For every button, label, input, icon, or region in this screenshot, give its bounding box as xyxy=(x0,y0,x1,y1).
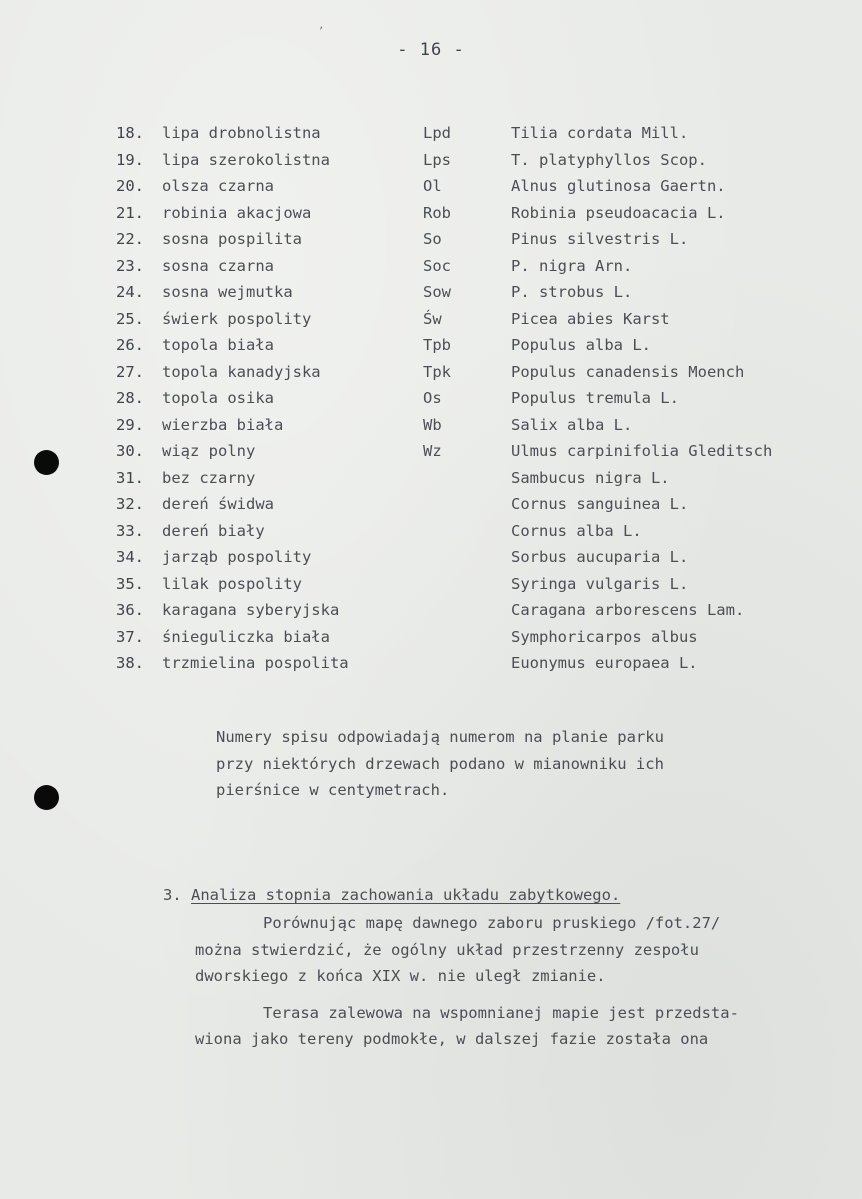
polish-name: topola osika xyxy=(162,389,274,407)
species-number: 37. xyxy=(116,627,144,646)
polish-name: sosna czarna xyxy=(162,256,274,275)
latin-name: Caragana arborescens Lam. xyxy=(511,601,745,619)
polish-name: topola kanadyjska xyxy=(162,362,321,381)
note-line: pierśnice w centymetrach. xyxy=(216,781,450,799)
species-code: Rob xyxy=(423,203,451,222)
species-number: 36. xyxy=(116,601,144,619)
latin-name: Syringa vulgaris L. xyxy=(511,574,689,593)
page-number: - 16 - xyxy=(397,40,465,60)
latin-name: P. strobus L. xyxy=(511,283,633,301)
species-row xyxy=(116,226,836,253)
species-row xyxy=(116,465,836,492)
species-number: 26. xyxy=(116,336,144,354)
species-code: Ol xyxy=(423,177,442,195)
species-row xyxy=(116,332,836,359)
species-row xyxy=(116,518,836,545)
species-row xyxy=(116,544,836,571)
species-row xyxy=(116,650,836,677)
species-number: 33. xyxy=(116,521,144,540)
species-code: Wz xyxy=(423,442,442,460)
latin-name: Robinia pseudoacacia L. xyxy=(511,203,726,222)
polish-name: lipa szerokolistna xyxy=(162,150,330,169)
latin-name: Pinus silvestris L. xyxy=(511,230,689,248)
latin-name: Picea abies Karst xyxy=(511,309,670,328)
species-row xyxy=(116,571,836,598)
polish-name: topola biała xyxy=(162,336,274,354)
polish-name: karagana syberyjska xyxy=(162,601,340,619)
polish-name: bez czarny xyxy=(162,468,256,487)
species-row xyxy=(116,412,836,439)
species-row xyxy=(116,438,836,465)
latin-name: Sambucus nigra L. xyxy=(511,468,670,487)
species-code: Tpk xyxy=(423,362,451,381)
section-heading xyxy=(163,882,843,910)
polish-name: wiąz polny xyxy=(162,442,256,460)
species-code: Wb xyxy=(423,415,442,434)
species-number: 30. xyxy=(116,442,144,460)
polish-name: jarząb pospolity xyxy=(162,548,312,566)
punch-hole xyxy=(34,450,59,475)
polish-name: sosna pospilita xyxy=(162,230,302,248)
species-list xyxy=(116,120,836,677)
note-line: Numery spisu odpowiadają numerom na planie parku xyxy=(216,728,664,746)
species-number: 24. xyxy=(116,283,144,301)
species-number: 25. xyxy=(116,309,144,328)
latin-name: Ulmus carpinifolia Gleditsch xyxy=(511,442,773,460)
species-row xyxy=(116,624,836,651)
note-line: przy niektórych drzewach podano w mianowniku ich xyxy=(216,754,664,773)
latin-name: Sorbus aucuparia L. xyxy=(511,548,689,566)
section-number: 3. xyxy=(163,886,182,904)
species-row xyxy=(116,173,836,200)
species-number: 38. xyxy=(116,654,144,672)
species-row xyxy=(116,253,836,280)
latin-name: Populus alba L. xyxy=(511,336,651,354)
latin-name: Alnus glutinosa Gaertn. xyxy=(511,177,726,195)
species-code: Soc xyxy=(423,256,451,275)
body-line: można stwierdzić, że ogólny układ przestrzenny zespołu xyxy=(195,940,699,959)
punch-hole xyxy=(34,785,59,810)
species-number: 22. xyxy=(116,230,144,248)
polish-name: lipa drobnolistna xyxy=(162,124,321,142)
species-row xyxy=(116,597,836,624)
latin-name: Populus canadensis Moench xyxy=(511,362,745,381)
polish-name: wierzba biała xyxy=(162,415,284,434)
body-line: Terasa zalewowa na wspomnianej mapie jest przedsta- xyxy=(263,1003,739,1022)
section-title: Analiza stopnia zachowania układu zabytkowego. xyxy=(191,886,621,904)
body-line: dworskiego z końca XIX w. nie uległ zmianie. xyxy=(195,967,606,985)
polish-name: świerk pospolity xyxy=(162,309,312,328)
species-code: Św xyxy=(423,309,442,328)
latin-name: Cornus alba L. xyxy=(511,521,642,540)
latin-name: P. nigra Arn. xyxy=(511,256,633,275)
latin-name: Salix alba L. xyxy=(511,415,633,434)
ink-speck: ʼ xyxy=(318,26,325,37)
latin-name: Populus tremula L. xyxy=(511,389,679,407)
species-row xyxy=(116,385,836,412)
species-code: Lps xyxy=(423,150,451,169)
polish-name: dereń świdwa xyxy=(162,495,274,513)
species-code: Lpd xyxy=(423,124,451,142)
species-number: 19. xyxy=(116,150,144,169)
species-row xyxy=(116,279,836,306)
species-row xyxy=(116,306,836,333)
body-line: wiona jako tereny podmokłe, w dalszej fazie została ona xyxy=(195,1030,709,1048)
species-number: 31. xyxy=(116,468,144,487)
species-number: 32. xyxy=(116,495,144,513)
polish-name: robinia akacjowa xyxy=(162,203,312,222)
body-line: Porównując mapę dawnego zaboru pruskiego /fot.27/ xyxy=(263,914,721,932)
species-number: 29. xyxy=(116,415,144,434)
polish-name: śnieguliczka biała xyxy=(162,627,330,646)
species-number: 21. xyxy=(116,203,144,222)
species-number: 27. xyxy=(116,362,144,381)
species-code: Sow xyxy=(423,283,451,301)
polish-name: olsza czarna xyxy=(162,177,274,195)
species-number: 28. xyxy=(116,389,144,407)
species-row xyxy=(116,359,836,386)
species-code: Tpb xyxy=(423,336,451,354)
polish-name: lilak pospolity xyxy=(162,574,302,593)
latin-name: Cornus sanguinea L. xyxy=(511,495,689,513)
species-number: 35. xyxy=(116,574,144,593)
section-3 xyxy=(163,882,843,1053)
latin-name: T. platyphyllos Scop. xyxy=(511,150,707,169)
latin-name: Euonymus europaea L. xyxy=(511,654,698,672)
species-row xyxy=(116,120,836,147)
species-row xyxy=(116,147,836,174)
species-row xyxy=(116,491,836,518)
species-code: So xyxy=(423,230,442,248)
polish-name: dereń biały xyxy=(162,521,265,540)
latin-name: Tilia cordata Mill. xyxy=(511,124,689,142)
polish-name: sosna wejmutka xyxy=(162,283,293,301)
species-number: 23. xyxy=(116,256,144,275)
species-number: 34. xyxy=(116,548,144,566)
species-number: 20. xyxy=(116,177,144,195)
species-number: 18. xyxy=(116,124,144,142)
species-code: Os xyxy=(423,389,442,407)
note-paragraph xyxy=(216,724,664,804)
species-row xyxy=(116,200,836,227)
latin-name: Symphoricarpos albus xyxy=(511,627,698,646)
polish-name: trzmielina pospolita xyxy=(162,654,349,672)
